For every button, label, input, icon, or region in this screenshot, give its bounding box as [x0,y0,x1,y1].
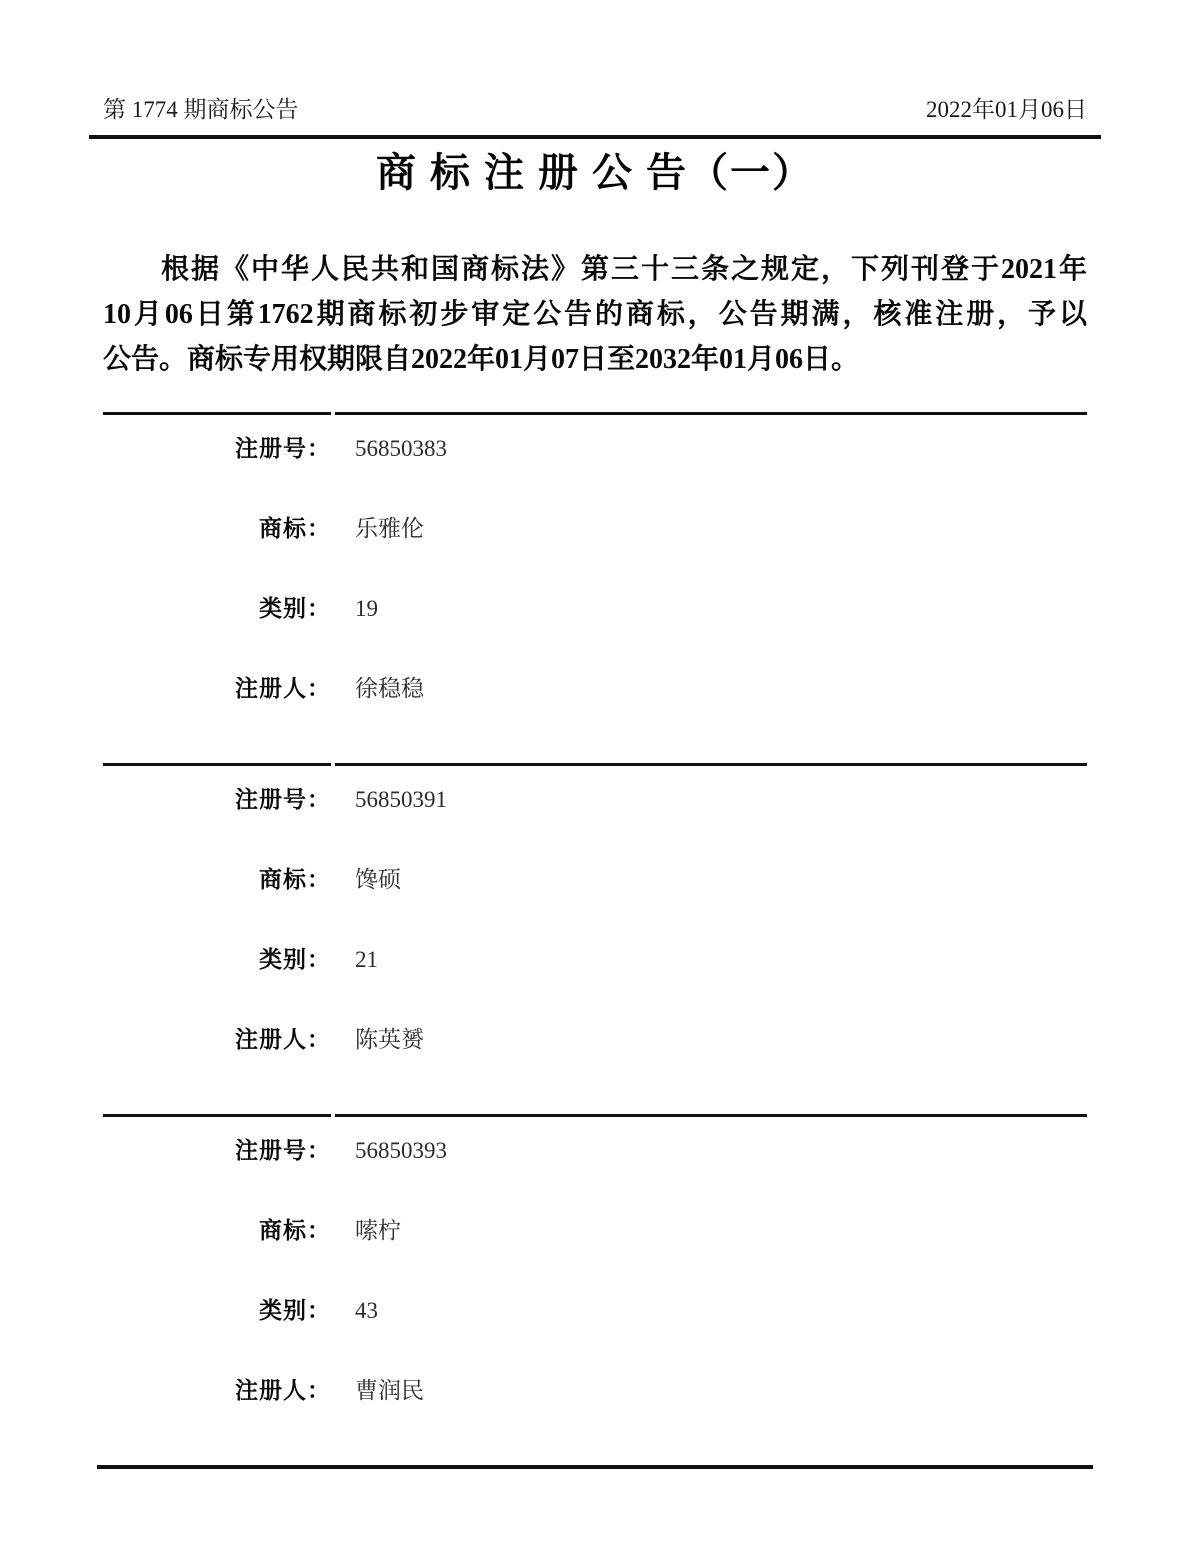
header-rule [89,135,1101,139]
reg-no-label: 注册号： [235,1138,331,1163]
reg-no-label: 注册号： [235,436,331,461]
registrant-row [103,1026,1087,1054]
intro-line-1: 根据《中华人民共和国商标法》第三十三条之规定，下列刊登于2021年 [161,254,1087,285]
trademark-row [103,866,1087,894]
trademark-value: 乐雅伦 [355,516,424,541]
category-label: 类别： [259,947,331,972]
trademark-label: 商标： [259,1218,331,1243]
registrant-value: 陈英赟 [355,1027,424,1052]
registrant-label: 注册人： [235,676,331,701]
reg-no-value: 56850383 [355,436,447,461]
reg-no-row [103,786,1087,814]
trademark-entry [103,415,1087,703]
registrant-row [103,1377,1087,1405]
bottom-rule [97,1465,1093,1469]
entry-separator [103,763,1087,766]
reg-no-value: 56850393 [355,1138,447,1163]
entry-separator [103,412,1087,415]
category-value: 21 [355,947,378,972]
reg-no-label: 注册号： [235,787,331,812]
category-value: 43 [355,1298,378,1323]
intro-line-3: 公告。商标专用权期限自2022年01月07日至2032年01月06日。 [103,344,860,375]
page-title: 商 标 注 册 公 告（一） [376,150,814,195]
trademark-entry [103,1117,1087,1405]
category-row [103,946,1087,974]
reg-no-row [103,1137,1087,1165]
category-row [103,595,1087,623]
trademark-label: 商标： [259,516,331,541]
intro-paragraph [103,247,1087,382]
entry-separator [103,1114,1087,1117]
intro-line-2: 10月06日第1762期商标初步审定公告的商标，公告期满，核准注册，予以 [103,299,1087,330]
registrant-label: 注册人： [235,1027,331,1052]
registrant-value: 曹润民 [355,1378,424,1403]
page-header [103,0,1087,124]
issue-number: 第 1774 期商标公告 [103,97,299,122]
category-value: 19 [355,596,378,621]
category-row [103,1297,1087,1325]
registrant-value: 徐稳稳 [355,676,424,701]
trademark-entry [103,766,1087,1054]
category-label: 类别： [259,596,331,621]
registrant-row [103,675,1087,703]
reg-no-row [103,435,1087,463]
trademark-label: 商标： [259,867,331,892]
trademark-row [103,515,1087,543]
category-label: 类别： [259,1298,331,1323]
entry-list [103,412,1087,1469]
reg-no-value: 56850391 [355,787,447,812]
trademark-row [103,1217,1087,1245]
registrant-label: 注册人： [235,1378,331,1403]
trademark-value: 馋硕 [355,867,401,892]
trademark-value: 嗦柠 [355,1218,401,1243]
publication-date: 2022年01月06日 [926,97,1087,122]
